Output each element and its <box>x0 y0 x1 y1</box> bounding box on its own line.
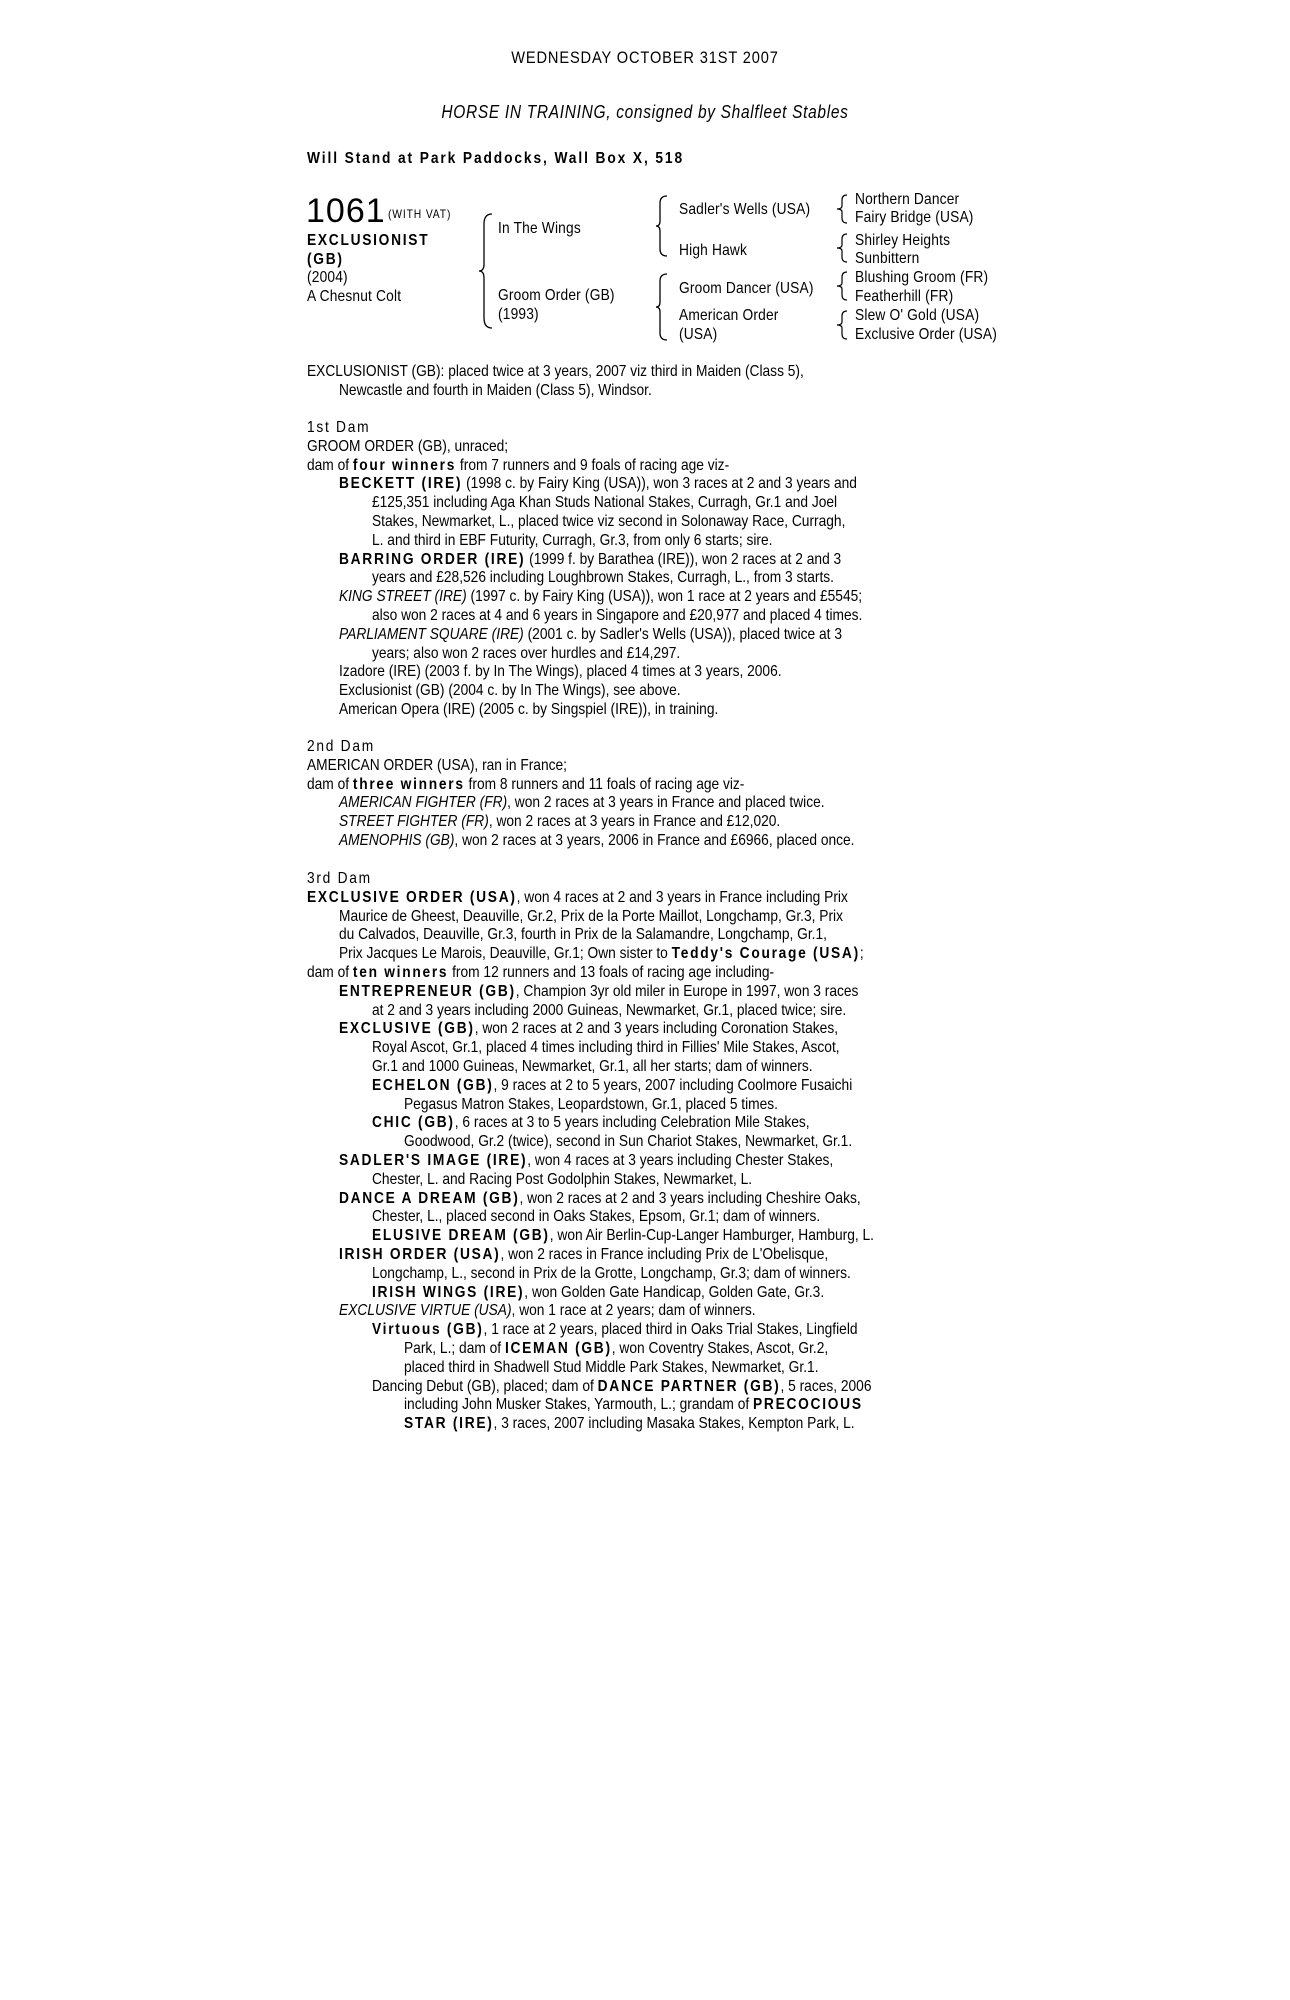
progeny-name: ICEMAN (GB) <box>504 1339 612 1357</box>
text: Park, L.; dam of <box>403 1339 505 1357</box>
progeny-name: PARLIAMENT SQUARE (IRE) <box>338 625 524 643</box>
progeny-name: EXCLUSIVE (GB) <box>338 1020 475 1038</box>
progeny-entry <box>307 475 1004 494</box>
progeny-name: STAR (IRE) <box>403 1415 494 1433</box>
pedigree-dam: Groom Order (GB) <box>498 287 615 304</box>
progeny-name: ELUSIVE DREAM (GB) <box>371 1227 550 1245</box>
progeny-entry <box>307 588 1004 607</box>
dam-intro: AMERICAN ORDER (USA), ran in France; <box>307 756 567 774</box>
text: , won 2 races at 3 years, 2006 in France and £6966, placed once. <box>454 831 855 849</box>
pedigree-brace-main <box>478 212 498 330</box>
progeny-name: ECHELON (GB) <box>371 1076 494 1094</box>
pedigree-brace-sd <box>836 232 850 264</box>
progeny-name: DANCE A DREAM (GB) <box>338 1189 520 1207</box>
dam-of-line <box>307 457 972 476</box>
horse-year: (2004) <box>307 269 348 286</box>
pedigree-brace-dd <box>836 309 850 341</box>
progeny-name: STREET FIGHTER (FR) <box>338 813 489 831</box>
horse-description: A Chesnut Colt <box>307 288 402 305</box>
progeny-entry <box>307 1302 1004 1321</box>
pedigree-sdd: Sunbittern <box>855 250 920 267</box>
dam-line: Maurice de Gheest, Deauville, Gr.2, Prix de la Porte Maillot, Longchamp, Gr.3, Prix <box>338 907 843 925</box>
pedigree-sire-dam: High Hawk <box>679 242 748 259</box>
progeny-line: Royal Ascot, Gr.1, placed 4 times including third in Fillies' Mile Stakes, Ascot, <box>371 1039 840 1057</box>
dam-name: EXCLUSIVE ORDER (USA) <box>307 888 517 906</box>
third-dam-section <box>307 870 972 1434</box>
text: dam of <box>307 963 353 981</box>
progeny-line: £125,351 including Aga Khan Studs National Stakes, Curragh, Gr.1 and Joel <box>371 494 838 512</box>
progeny-entry <box>307 1190 1004 1209</box>
lot-number: 1061 <box>306 192 386 230</box>
dam-of-line <box>307 964 972 983</box>
progeny-name: KING STREET (IRE) <box>338 588 467 606</box>
progeny-line: Chester, L., placed second in Oaks Stakes, Epsom, Gr.1; dam of winners. <box>371 1208 821 1226</box>
progeny-name: PRECOCIOUS <box>753 1396 863 1414</box>
pedigree-dam-sire: Groom Dancer (USA) <box>679 280 814 297</box>
progeny-entry <box>307 551 1004 570</box>
progeny-line: Gr.1 and 1000 Guineas, Newmarket, Gr.1, all her starts; dam of winners. <box>371 1057 813 1075</box>
progeny-line: Chester, L. and Racing Post Godolphin Stakes, Newmarket, L. <box>371 1170 753 1188</box>
progeny-name: EXCLUSIVE VIRTUE (USA) <box>338 1302 512 1320</box>
progeny-line: placed third in Shadwell Stud Middle Park Stakes, Newmarket, Gr.1. <box>403 1358 819 1376</box>
progeny-line <box>307 1340 1069 1359</box>
progeny-entry <box>307 1321 1037 1340</box>
text: Dancing Debut (GB), placed; dam of <box>371 1377 598 1395</box>
progeny-line: Goodwood, Gr.2 (twice), second in Sun Chariot Stakes, Newmarket, Gr.1. <box>403 1133 853 1151</box>
text: , won 4 races at 2 and 3 years in France including Prix <box>516 888 848 906</box>
progeny-line: L. and third in EBF Futurity, Curragh, Gr.3, from only 6 starts; sire. <box>371 531 773 549</box>
progeny-entry: Exclusionist (GB) (2004 c. by In The Wings), see above. <box>338 682 681 700</box>
section-heading: 3rd Dam <box>307 870 372 887</box>
race-summary <box>307 363 972 401</box>
pedigree-dds: Slew O' Gold (USA) <box>855 307 980 324</box>
text: , won 2 races at 2 and 3 years including Cheshire Oaks, <box>519 1189 861 1207</box>
progeny-entry <box>307 1077 1037 1096</box>
text: (1998 c. by Fairy King (USA)), won 3 races at 2 and 3 years and <box>462 475 857 493</box>
text: , Champion 3yr old miler in Europe in 1997, won 3 races <box>515 982 859 1000</box>
first-dam-section <box>307 419 972 720</box>
section-heading: 2nd Dam <box>307 738 375 755</box>
progeny-line: also won 2 races at 4 and 6 years in Singapore and £20,977 and placed 4 times. <box>371 606 863 624</box>
text: dam of <box>307 456 353 474</box>
text: , won 4 races at 3 years including Chester Stakes, <box>527 1151 834 1169</box>
dam-line <box>307 945 1004 964</box>
text: from 7 runners and 9 foals of racing age viz- <box>456 456 730 474</box>
progeny-name: AMENOPHIS (GB) <box>338 831 455 849</box>
summary-line: EXCLUSIONIST (GB): placed twice at 3 years, 2007 viz third in Maiden (Class 5), <box>307 363 804 380</box>
progeny-entry <box>307 832 1004 851</box>
text: , 9 races at 2 to 5 years, 2007 including Coolmore Fusaichi <box>493 1076 853 1094</box>
horse-name: EXCLUSIONIST <box>307 232 430 249</box>
vat-note: (WITH VAT) <box>388 207 452 221</box>
text: , 3 races, 2007 including Masaka Stakes, Kempton Park, L. <box>493 1415 855 1433</box>
sister-name: Teddy's Courage (USA) <box>671 945 860 963</box>
summary-line: Newcastle and fourth in Maiden (Class 5), Windsor. <box>338 381 652 399</box>
text: , won 2 races at 3 years in France and £12,020. <box>488 813 781 831</box>
pedigree-brace-sire <box>655 194 671 258</box>
progeny-line: at 2 and 3 years including 2000 Guineas, Newmarket, Gr.1, placed twice; sire. <box>371 1001 847 1019</box>
progeny-name: BARRING ORDER (IRE) <box>338 550 526 568</box>
progeny-line: Pegasus Matron Stakes, Leopardstown, Gr.1, placed 5 times. <box>403 1095 779 1113</box>
progeny-name: IRISH WINGS (IRE) <box>371 1283 525 1301</box>
progeny-name: SADLER'S IMAGE (IRE) <box>338 1151 528 1169</box>
dam-intro: GROOM ORDER (GB), unraced; <box>307 437 509 455</box>
text: ; <box>859 945 864 963</box>
text: , won Golden Gate Handicap, Golden Gate, Gr.3. <box>524 1283 825 1301</box>
pedigree-ddd: Exclusive Order (USA) <box>855 326 998 343</box>
text: , won 1 race at 2 years; dam of winners. <box>511 1302 756 1320</box>
second-dam-section <box>307 738 972 851</box>
pedigree-sss: Northern Dancer <box>855 191 960 208</box>
sale-date: WEDNESDAY OCTOBER 31ST 2007 <box>511 48 779 67</box>
dam-line: du Calvados, Deauville, Gr.3, fourth in Prix de la Salamandre, Longchamp, Gr.1, <box>338 926 827 944</box>
progeny-name: IRISH ORDER (USA) <box>338 1245 501 1263</box>
text: (2001 c. by Sadler's Wells (USA)), placed twice at 3 <box>523 625 842 643</box>
pedigree-dsd: Featherhill (FR) <box>855 288 954 305</box>
progeny-entry <box>307 1114 1037 1133</box>
text: including John Musker Stakes, Yarmouth, L.; grandam of <box>403 1396 754 1414</box>
progeny-line: Longchamp, L., second in Prix de la Grotte, Longchamp, Gr.3; dam of winners. <box>371 1264 851 1282</box>
progeny-line: years and £28,526 including Loughbrown Stakes, Curragh, L., from 3 starts. <box>371 569 834 587</box>
location-line: Will Stand at Park Paddocks, Wall Box X, 518 <box>307 150 685 167</box>
text: from 8 runners and 11 foals of racing age viz- <box>464 775 745 793</box>
progeny-entry <box>307 1284 1037 1303</box>
horse-origin: (GB) <box>307 251 344 268</box>
progeny-entry: American Opera (IRE) (2005 c. by Singspiel (IRE)), in training. <box>338 700 719 718</box>
pedigree-brace-ds <box>836 270 850 302</box>
progeny-entry <box>307 1152 1004 1171</box>
pedigree-sds: Shirley Heights <box>855 232 951 249</box>
pedigree-brace-dam <box>655 272 671 342</box>
progeny-entry <box>307 626 1004 645</box>
text: , 5 races, 2006 <box>780 1377 872 1395</box>
pedigree-brace-ss <box>836 193 850 225</box>
text: , won 2 races at 3 years in France and placed twice. <box>507 794 825 812</box>
consignment-line: HORSE IN TRAINING, consigned by Shalfleet Stables <box>441 102 849 122</box>
text: from 12 runners and 13 foals of racing age including- <box>448 963 775 981</box>
progeny-name: BECKETT (IRE) <box>338 475 463 493</box>
progeny-line <box>307 1415 1069 1434</box>
progeny-entry <box>307 1020 1004 1039</box>
text: , won 2 races at 2 and 3 years including Coronation Stakes, <box>474 1020 839 1038</box>
progeny-entry <box>307 794 1004 813</box>
section-heading: 1st Dam <box>307 419 371 436</box>
text: , won Coventry Stakes, Ascot, Gr.2, <box>611 1339 829 1357</box>
pedigree-dam-dam: American Order <box>679 307 779 324</box>
winners-count: four winners <box>352 456 457 474</box>
pedigree-sire: In The Wings <box>498 220 581 237</box>
dam-of-line <box>307 776 972 795</box>
pedigree-sire-sire: Sadler's Wells (USA) <box>679 201 811 218</box>
text: (1997 c. by Fairy King (USA)), won 1 race at 2 years and £5545; <box>466 588 863 606</box>
text: (1999 f. by Barathea (IRE)), won 2 races at 2 and 3 <box>525 550 842 568</box>
winners-count: three winners <box>352 775 465 793</box>
progeny-entry <box>307 1378 1037 1397</box>
progeny-name: CHIC (GB) <box>371 1114 455 1132</box>
progeny-entry <box>307 813 1004 832</box>
pedigree-dam-dam-origin: (USA) <box>679 326 718 343</box>
dam-intro <box>307 889 972 908</box>
text: Prix Jacques Le Marois, Deauville, Gr.1; Own sister to <box>338 945 672 963</box>
text: , won 2 races in France including Prix de L'Obelisque, <box>500 1245 829 1263</box>
pedigree-dss: Blushing Groom (FR) <box>855 269 989 286</box>
winners-count: ten winners <box>352 963 449 981</box>
progeny-line <box>307 1396 1069 1415</box>
progeny-name: DANCE PARTNER (GB) <box>597 1377 781 1395</box>
text: , won Air Berlin-Cup-Langer Hamburger, Hamburg, L. <box>549 1227 875 1245</box>
text: , 1 race at 2 years, placed third in Oaks Trial Stakes, Lingfield <box>483 1321 858 1339</box>
pedigree-ssd: Fairy Bridge (USA) <box>855 209 974 226</box>
progeny-entry <box>307 1227 1037 1246</box>
progeny-line: Stakes, Newmarket, L., placed twice viz second in Solonaway Race, Curragh, <box>371 512 846 530</box>
progeny-entry: Izadore (IRE) (2003 f. by In The Wings), placed 4 times at 3 years, 2006. <box>338 663 782 681</box>
progeny-entry <box>307 983 1004 1002</box>
pedigree-dam-year: (1993) <box>498 306 539 323</box>
text: , 6 races at 3 to 5 years including Celebration Mile Stakes, <box>454 1114 810 1132</box>
progeny-name: Virtuous (GB) <box>371 1321 484 1339</box>
progeny-name: ENTREPRENEUR (GB) <box>338 982 516 1000</box>
text: dam of <box>307 775 353 793</box>
progeny-entry <box>307 1246 1004 1265</box>
progeny-name: AMERICAN FIGHTER (FR) <box>338 794 508 812</box>
progeny-line: years; also won 2 races over hurdles and £14,297. <box>371 644 681 662</box>
